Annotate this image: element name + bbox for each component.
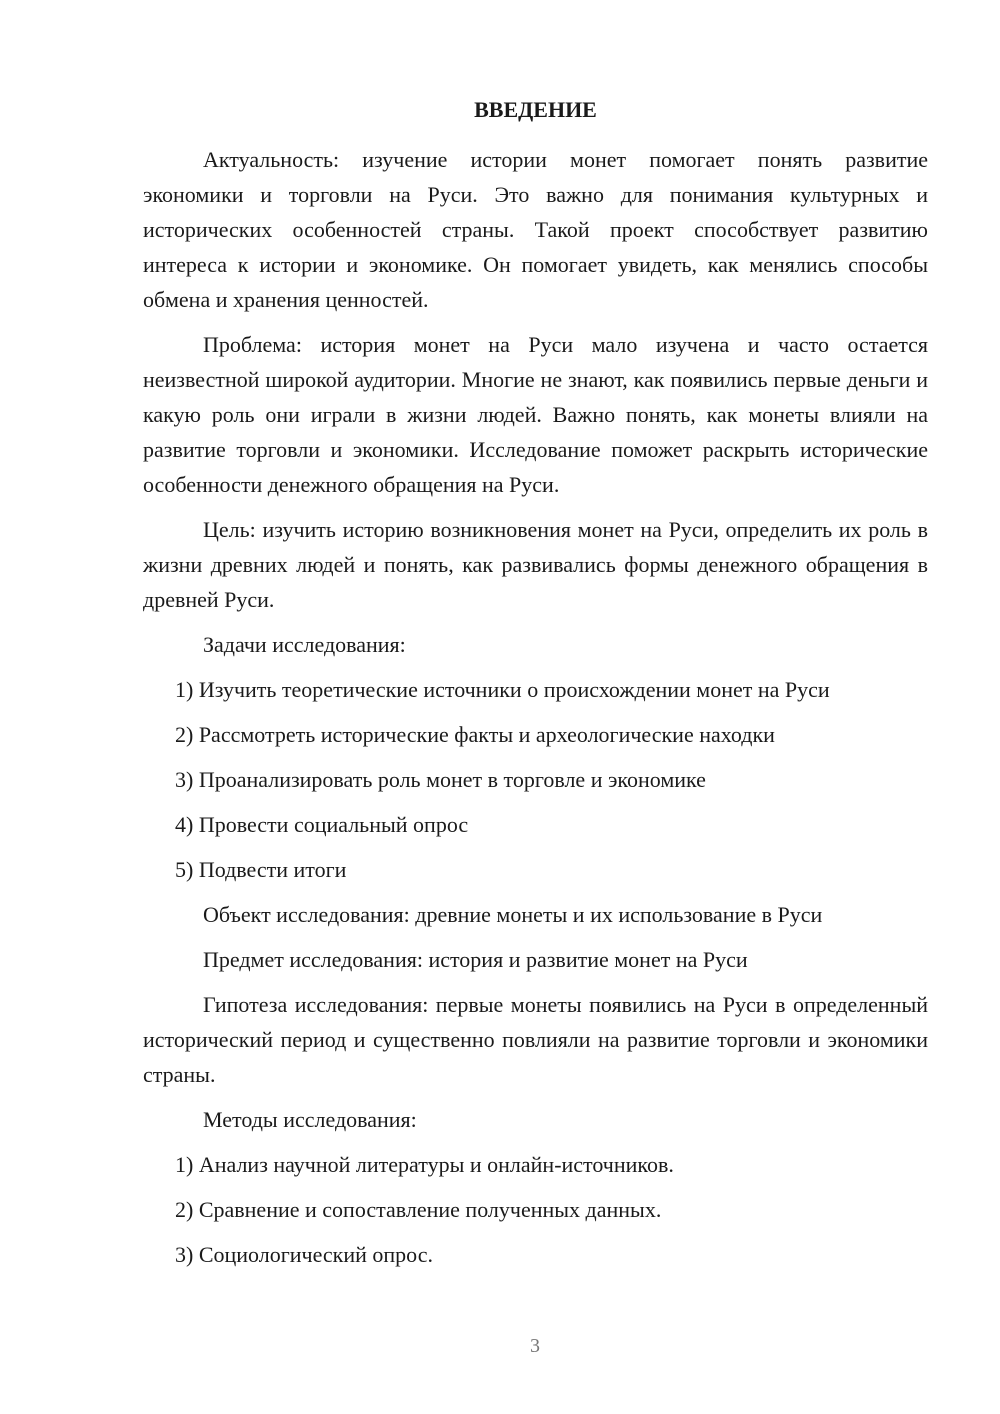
tasks-heading: Задачи исследования: [203, 632, 406, 657]
task-item: 5) Подвести итоги [175, 857, 347, 882]
problem-paragraph: Проблема: история монет на Руси мало изучена и часто остается неизвестной широкой аудитории. Многие не знают, как появились первые деньги и какую роль они играли в жизни людей. Важно понять, как монеты влияли на развитие торговли и экономики. Исследование поможет раскрыть исторические особенности денежного обращения на Руси. [143, 332, 928, 497]
section-title: ВВЕДЕНИЕ [474, 97, 597, 122]
task-item: 1) Изучить теоретические источники о происхождении монет на Руси [175, 677, 830, 702]
object-paragraph: Объект исследования: древние монеты и их использование в Руси [203, 902, 823, 927]
subject-paragraph: Предмет исследования: история и развитие монет на Руси [203, 947, 748, 972]
hypothesis-paragraph: Гипотеза исследования: первые монеты появились на Руси в определенный исторический период и существенно повлияли на развитие торговли и экономики страны. [143, 992, 928, 1087]
relevance-paragraph: Актуальность: изучение истории монет помогает понять развитие экономики и торговли на Руси. Это важно для понимания культурных и исторических особенностей страны. Такой проект способствует развитию интереса к истории и экономике. Он помогает увидеть, как менялись способы обмена и хранения ценностей. [143, 147, 928, 312]
document-page [143, 92, 928, 1282]
goal-paragraph: Цель: изучить историю возникновения монет на Руси, определить их роль в жизни древних людей и понять, как развивались формы денежного обращения в древней Руси. [143, 517, 928, 612]
task-item: 4) Провести социальный опрос [175, 812, 469, 837]
methods-heading: Методы исследования: [203, 1107, 417, 1132]
method-item: 3) Социологический опрос. [175, 1242, 433, 1267]
method-item: 1) Анализ научной литературы и онлайн-источников. [175, 1152, 674, 1177]
task-item: 2) Рассмотреть исторические факты и археологические находки [175, 722, 775, 747]
task-item: 3) Проанализировать роль монет в торговле и экономике [175, 767, 706, 792]
method-item: 2) Сравнение и сопоставление полученных данных. [175, 1197, 662, 1222]
page-number: 3 [530, 1335, 540, 1357]
